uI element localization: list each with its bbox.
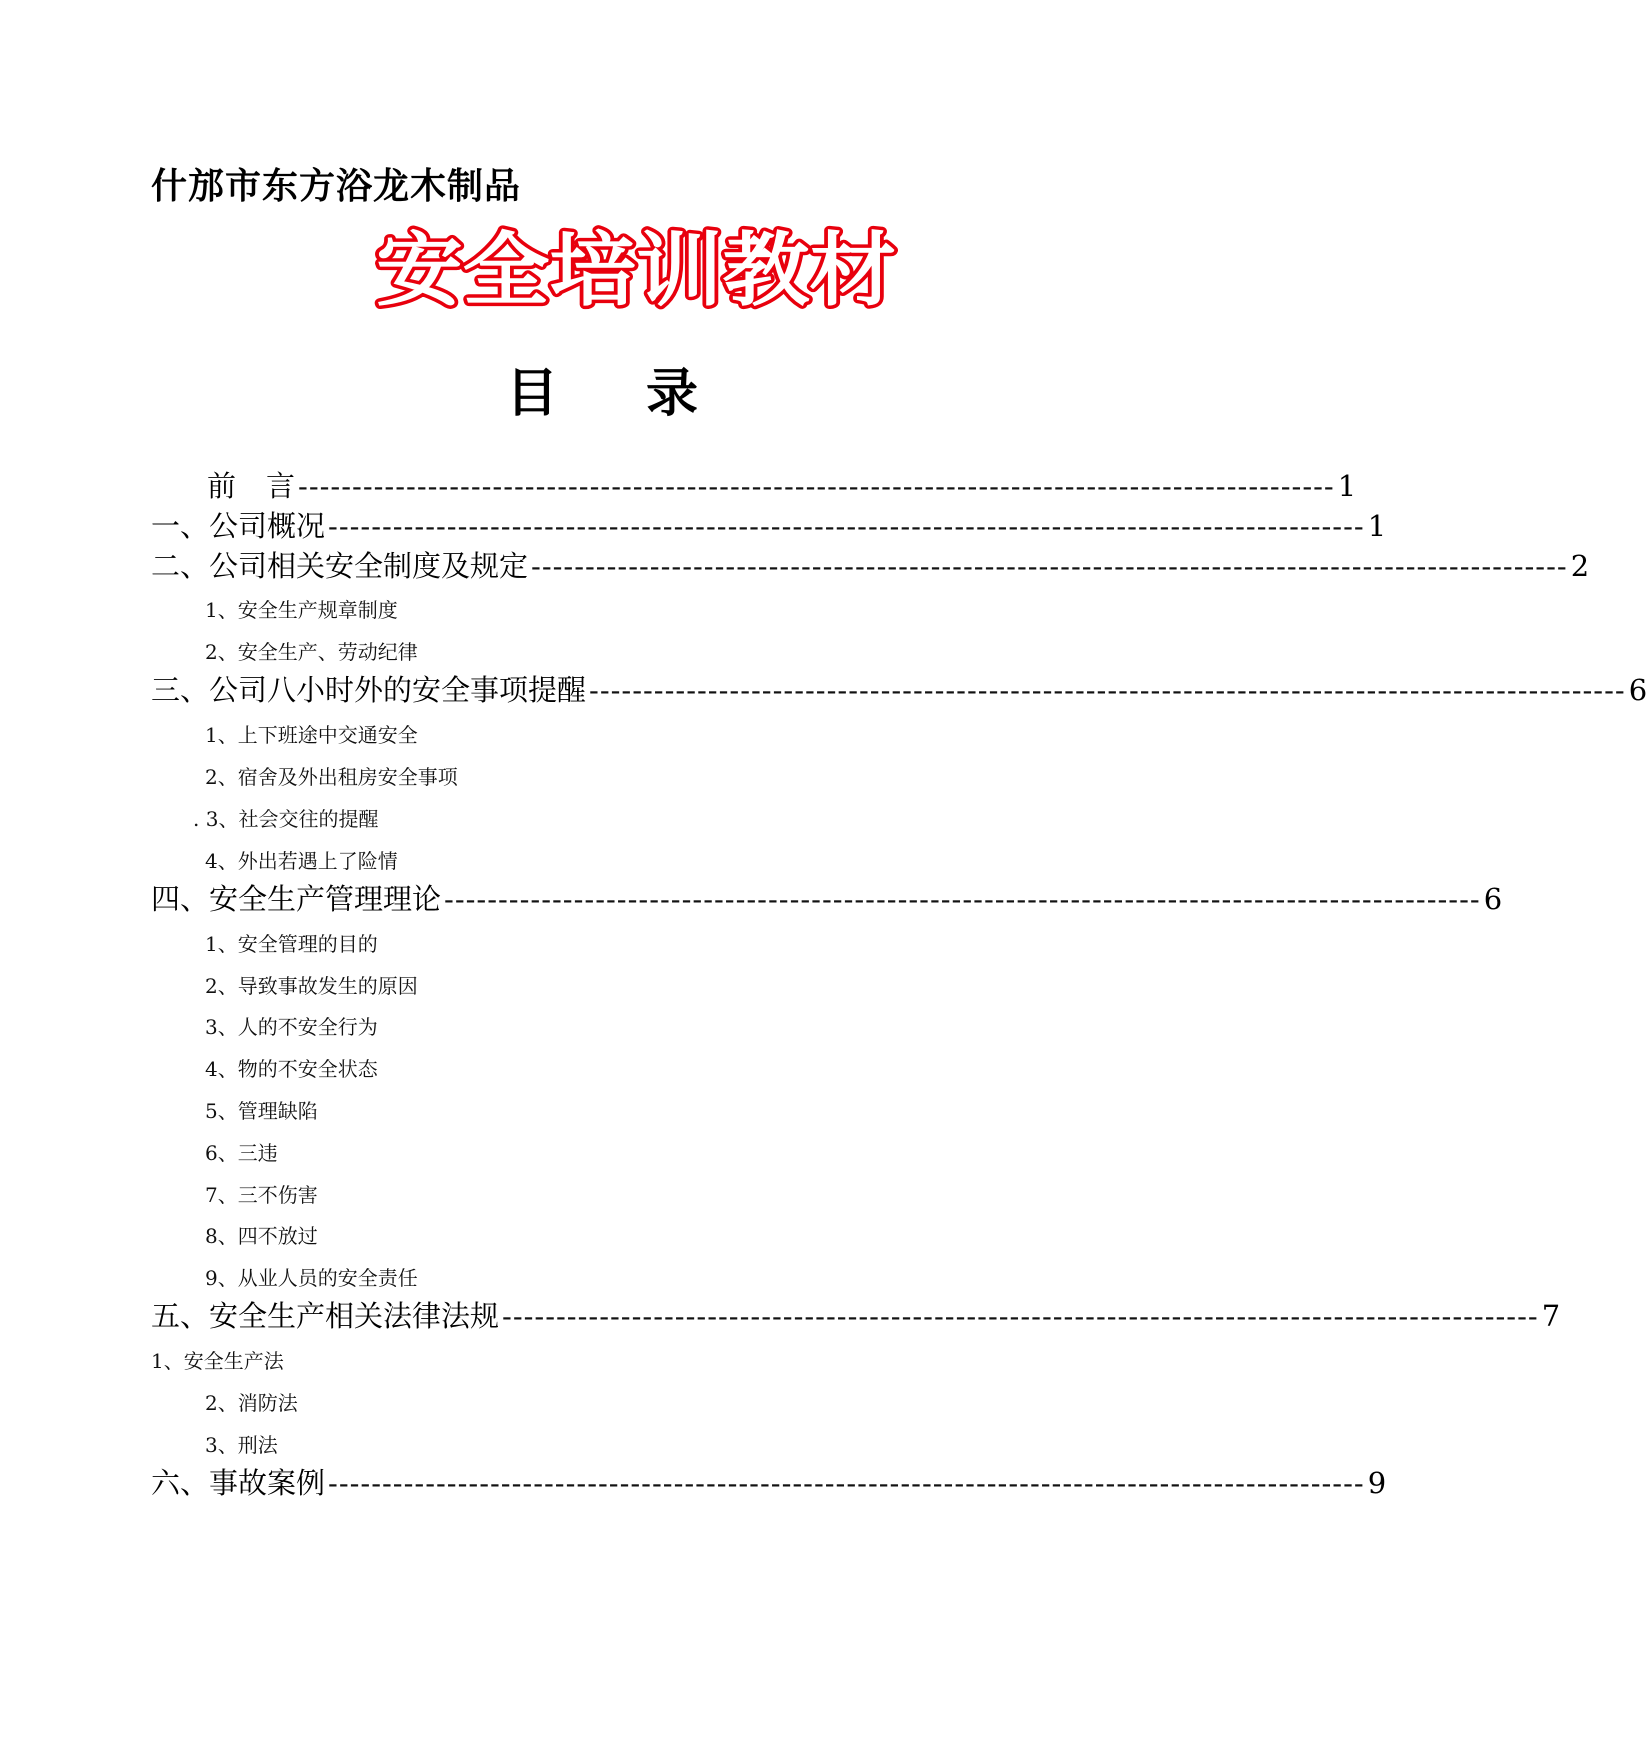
toc-page-number: 6 — [1483, 882, 1503, 916]
toc-leader: ------------------------------------------------------------------------------------------------ — [298, 469, 1335, 503]
toc-entry-label: 前 言 — [207, 469, 296, 503]
toc-entry-label: 五、安全生产相关法律法规 — [151, 1299, 500, 1333]
toc-subentry[interactable]: 1、上下班途中交通安全 — [205, 723, 418, 747]
toc-subentry[interactable]: 1、安全生产法 — [151, 1349, 284, 1373]
toc-leader: ------------------------------------------------------------------------------------------------ — [328, 1466, 1365, 1500]
toc-entry-label: 三、公司八小时外的安全事项提醒 — [151, 673, 587, 707]
toc-page-number: 9 — [1367, 1466, 1387, 1500]
toc-page-number: 2 — [1570, 549, 1590, 583]
toc-subentry[interactable]: 4、外出若遇上了险情 — [205, 849, 398, 873]
toc-entry-section-5[interactable] — [151, 1298, 1561, 1334]
toc-subentry[interactable]: 6、三违 — [205, 1141, 278, 1165]
toc-subentry[interactable]: 9、从业人员的安全责任 — [205, 1266, 418, 1290]
toc-heading — [506, 351, 698, 426]
company-name: 什邡市东方浴龙木制品 — [151, 166, 522, 207]
toc-heading-left: 目 — [506, 364, 559, 424]
toc-leader: ------------------------------------------------------------------------------------------------ — [502, 1299, 1539, 1333]
toc-subentry[interactable]: 2、安全生产、劳动纪律 — [205, 640, 418, 664]
toc-entry-section-4[interactable] — [151, 881, 1503, 917]
toc-subentry[interactable]: 1、安全生产规章制度 — [205, 598, 398, 622]
toc-subentry[interactable]: 5、管理缺陷 — [205, 1099, 318, 1123]
toc-subentry[interactable]: 3、刑法 — [205, 1433, 278, 1457]
toc-entry-label: 六、事故案例 — [151, 1466, 326, 1500]
toc-entry-section-1[interactable] — [151, 508, 1387, 544]
title-banner-text: 安全培训教材 — [376, 224, 896, 317]
toc-entry-label: 四、安全生产管理理论 — [151, 882, 442, 916]
toc-entry-label: 一、公司概况 — [151, 509, 326, 543]
toc-leader: ------------------------------------------------------------------------------------------------ — [589, 673, 1626, 707]
toc-page-number: 6 — [1628, 673, 1647, 707]
toc-entry-section-2[interactable] — [151, 548, 1590, 584]
toc-subentry[interactable]: 1、安全管理的目的 — [205, 932, 378, 956]
toc-page-number: 7 — [1541, 1299, 1561, 1333]
toc-subentry[interactable]: 8、四不放过 — [205, 1224, 318, 1248]
toc-entry-preface[interactable] — [207, 468, 1357, 504]
toc-subentry[interactable]: 3、人的不安全行为 — [205, 1015, 378, 1039]
title-banner — [366, 224, 906, 316]
toc-subentry[interactable]: 2、宿舍及外出租房安全事项 — [205, 765, 458, 789]
toc-entry-section-6[interactable] — [151, 1465, 1387, 1501]
toc-subentry[interactable]: 7、三不伤害 — [205, 1183, 318, 1207]
toc-subentry[interactable]: 4、物的不安全状态 — [205, 1057, 378, 1081]
toc-entry-label: 二、公司相关安全制度及规定 — [151, 549, 529, 583]
toc-leader: ------------------------------------------------------------------------------------------------ — [444, 882, 1481, 916]
toc-leader: ------------------------------------------------------------------------------------------------ — [531, 549, 1568, 583]
toc-page-number: 1 — [1337, 469, 1357, 503]
toc-subentry[interactable]: 2、消防法 — [205, 1391, 298, 1415]
toc-heading-right: 录 — [646, 364, 699, 424]
toc-subentry[interactable]: . 3、社会交往的提醒 — [193, 807, 379, 831]
toc-subentry[interactable]: 2、导致事故发生的原因 — [205, 974, 418, 998]
toc-leader: ------------------------------------------------------------------------------------------------ — [328, 509, 1365, 543]
toc-entry-section-3[interactable] — [151, 672, 1647, 708]
toc-page-number: 1 — [1367, 509, 1387, 543]
